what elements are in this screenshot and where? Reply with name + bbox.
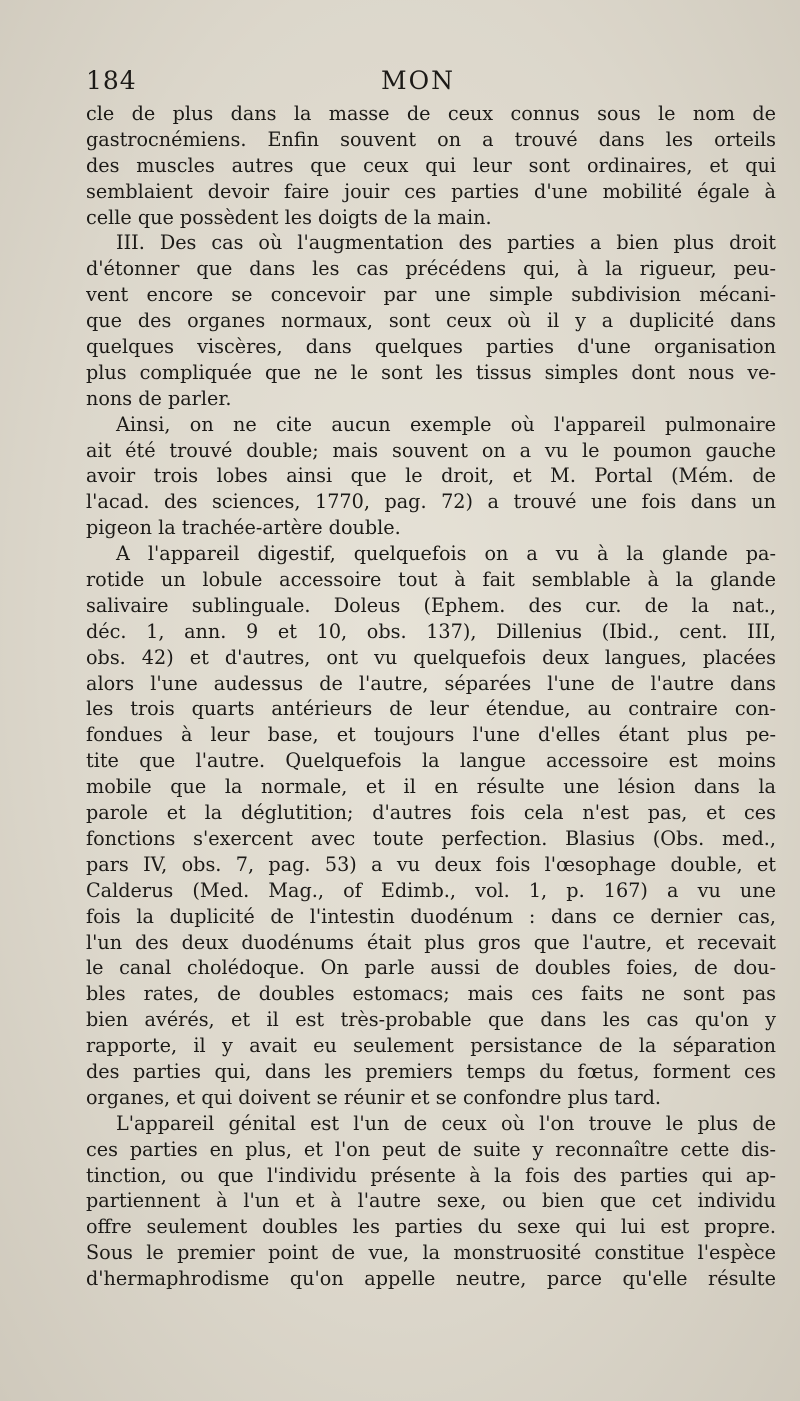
text-line: déc. 1, ann. 9 et 10, obs. 137), Dillenius (Ibid., cent. III,: [86, 619, 776, 643]
text-line: pars IV, obs. 7, pag. 53) a vu deux fois l'œsophage double, et: [86, 852, 776, 876]
text-line: L'appareil génital est l'un de ceux où l'on trouve le plus de: [116, 1111, 776, 1135]
text-line: bien avérés, et il est très-probable que dans les cas qu'on y: [86, 1008, 776, 1032]
text-line: Sous le premier point de vue, la monstruosité constitue l'espèce: [86, 1241, 776, 1265]
text-line: mobile que la normale, et il en résulte une lésion dans la: [86, 775, 776, 799]
text-line: III. Des cas où l'augmentation des parties a bien plus droit: [116, 231, 776, 255]
text-line: l'un des deux duodénums était plus gros que l'autre, et recevait: [86, 930, 776, 954]
text-line: A l'appareil digestif, quelquefois on a vu à la glande pa-: [116, 542, 776, 566]
text-line: l'acad. des sciences, 1770, pag. 72) a trouvé une fois dans un: [86, 490, 776, 514]
text-line: partiennent à l'un et à l'autre sexe, ou bien que cet individu: [86, 1189, 776, 1213]
text-line: d'hermaphrodisme qu'on appelle neutre, parce qu'elle résulte: [86, 1267, 776, 1291]
text-line: ait été trouvé double; mais souvent on a vu le poumon gauche: [86, 438, 776, 462]
text-line: Ainsi, on ne cite aucun exemple où l'appareil pulmonaire: [116, 412, 776, 436]
text-line: des parties qui, dans les premiers temps du fœtus, forment ces: [86, 1059, 776, 1083]
paragraph: [86, 230, 776, 411]
text-line: obs. 42) et d'autres, ont vu quelquefois deux langues, placées: [86, 645, 776, 669]
text-line: vent encore se concevoir par une simple subdivision mécani-: [86, 283, 776, 307]
page-header: [86, 66, 776, 100]
text-line: tite que l'autre. Quelquefois la langue accessoire est moins: [86, 749, 776, 773]
page-number: 184: [86, 66, 137, 95]
text-line: nons de parler.: [86, 386, 232, 410]
text-line: plus compliquée que ne le sont les tissus simples dont nous ve-: [86, 360, 776, 384]
text-line: le canal cholédoque. On parle aussi de doubles foies, de dou-: [86, 956, 776, 980]
text-line: semblaient devoir faire jouir ces parties d'une mobilité égale à: [86, 179, 776, 203]
running-head: MON: [381, 66, 455, 95]
text-line: les trois quarts antérieurs de leur étendue, au contraire con-: [86, 697, 776, 721]
text-line: gastrocnémiens. Enfin souvent on a trouvé dans les orteils: [86, 127, 776, 151]
text-line: tinction, ou que l'individu présente à la fois des parties qui ap-: [86, 1163, 776, 1187]
text-line: fonctions s'exercent avec toute perfection. Blasius (Obs. med.,: [86, 826, 776, 850]
paragraph: [86, 1111, 776, 1292]
paragraph: [86, 541, 776, 1111]
text-line: celle que possèdent les doigts de la main.: [86, 205, 492, 229]
text-line: que des organes normaux, sont ceux où il y a duplicité dans: [86, 309, 776, 333]
text-line: pigeon la trachée-artère double.: [86, 516, 401, 540]
paragraph: [86, 101, 776, 230]
text-line: avoir trois lobes ainsi que le droit, et M. Portal (Mém. de: [86, 464, 776, 488]
text-line: ces parties en plus, et l'on peut de suite y reconnaître cette dis-: [86, 1137, 776, 1161]
text-line: organes, et qui doivent se réunir et se confondre plus tard.: [86, 1085, 661, 1109]
body-text: [86, 101, 776, 1292]
text-line: salivaire sublinguale. Doleus (Ephem. des cur. de la nat.,: [86, 593, 776, 617]
text-line: quelques viscères, dans quelques parties d'une organisation: [86, 335, 776, 359]
text-line: Calderus (Med. Mag., of Edimb., vol. 1, p. 167) a vu une: [86, 878, 776, 902]
text-line: des muscles autres que ceux qui leur sont ordinaires, et qui: [86, 153, 776, 177]
text-line: offre seulement doubles les parties du sexe qui lui est propre.: [86, 1215, 776, 1239]
text-line: fondues à leur base, et toujours l'une d'elles étant plus pe-: [86, 723, 776, 747]
text-line: rapporte, il y avait eu seulement persistance de la séparation: [86, 1034, 776, 1058]
text-line: parole et la déglutition; d'autres fois cela n'est pas, et ces: [86, 801, 776, 825]
text-line: bles rates, de doubles estomacs; mais ces faits ne sont pas: [86, 982, 776, 1006]
paragraph: [86, 412, 776, 541]
text-line: cle de plus dans la masse de ceux connus sous le nom de: [86, 102, 776, 125]
text-line: rotide un lobule accessoire tout à fait semblable à la glande: [86, 568, 776, 592]
text-line: alors l'une audessus de l'autre, séparées l'une de l'autre dans: [86, 671, 776, 695]
text-line: fois la duplicité de l'intestin duodénum : dans ce dernier cas,: [86, 904, 776, 928]
text-line: d'étonner que dans les cas précédens qui, à la rigueur, peu-: [86, 257, 776, 281]
